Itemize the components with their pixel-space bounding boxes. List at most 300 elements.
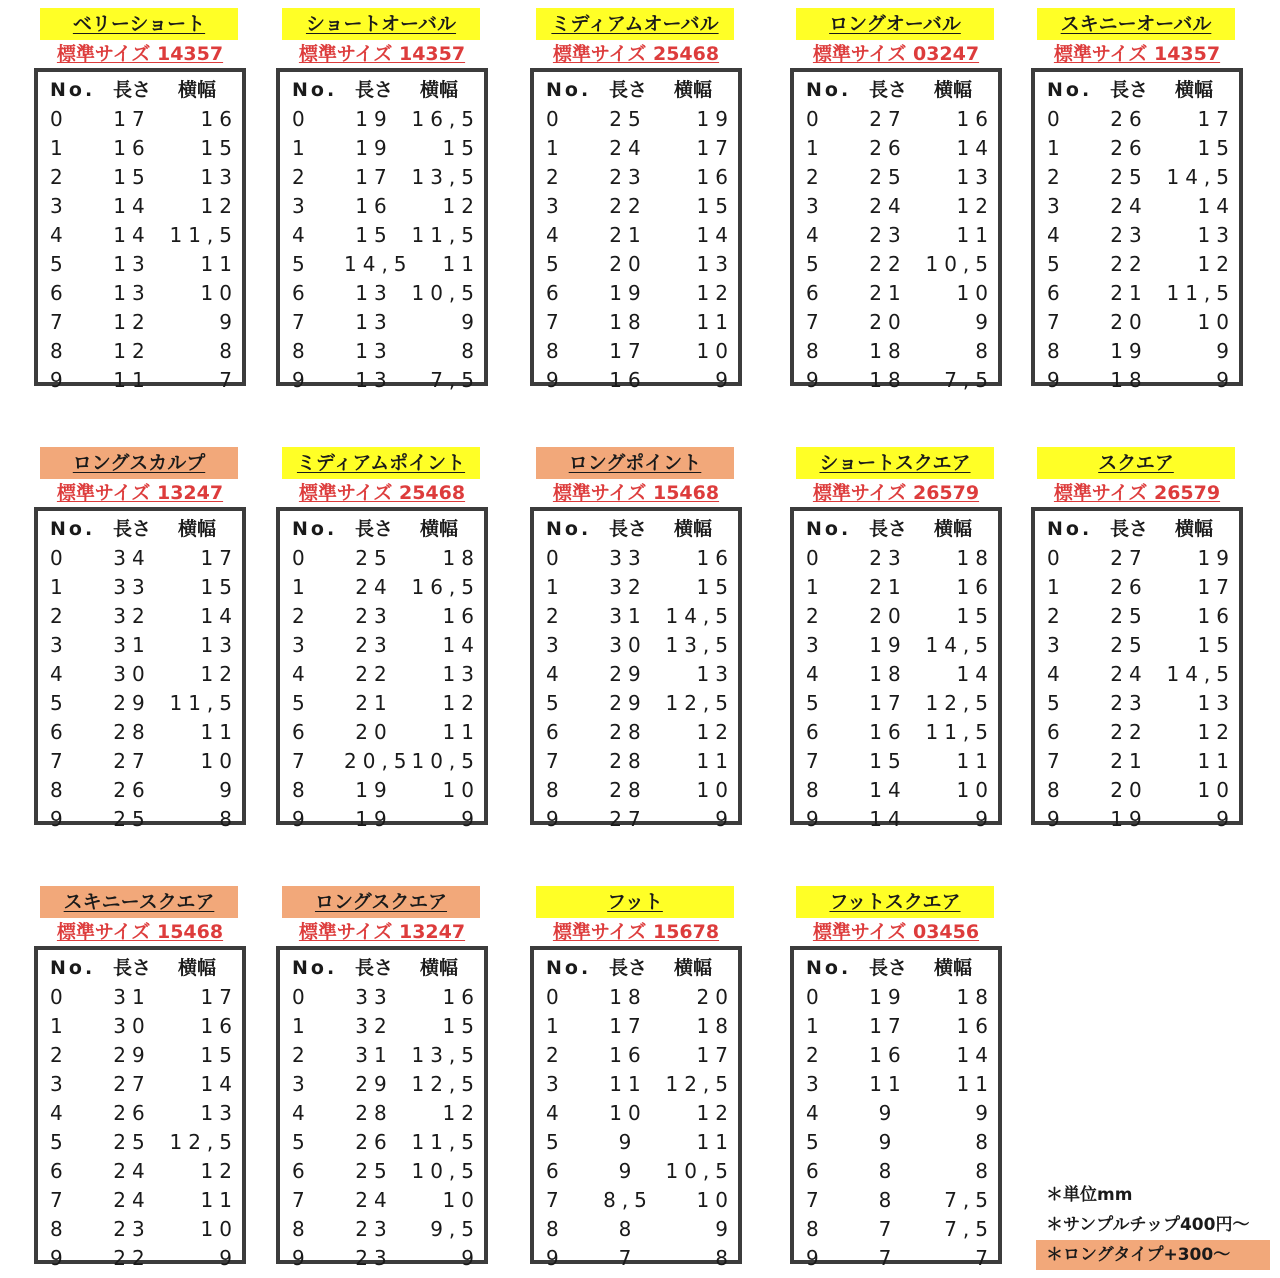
header-length: 長さ — [868, 518, 907, 540]
cell-width: 10 — [696, 1188, 734, 1212]
cell-width: 15 — [956, 604, 994, 628]
header-no: No. — [1047, 79, 1093, 101]
cell-width: 10,5 — [411, 749, 480, 773]
header-width: 横幅 — [673, 518, 712, 540]
table-row — [546, 366, 734, 395]
cell-width: 7,5 — [944, 368, 994, 392]
cell-no: 1 — [50, 1014, 63, 1038]
table-row — [292, 747, 480, 776]
cell-no: 1 — [546, 1014, 559, 1038]
cell-width: 10,5 — [665, 1159, 734, 1183]
standard-size: 標準サイズ 15468 — [552, 482, 720, 504]
table-row — [50, 366, 238, 395]
table-row — [1047, 631, 1235, 660]
cell-length: 8 — [618, 1217, 638, 1241]
table-row — [806, 308, 994, 337]
cell-no: 1 — [806, 575, 819, 599]
header-length: 長さ — [868, 79, 907, 101]
cell-length: 15 — [869, 749, 907, 773]
table-title: スキニーオーバル — [1037, 8, 1235, 40]
cell-length: 26 — [113, 778, 151, 802]
table-row — [292, 134, 480, 163]
cell-width: 9,5 — [430, 1217, 480, 1241]
cell-no: 6 — [50, 281, 63, 305]
table-title: ロングオーバル — [796, 8, 994, 40]
cell-no: 5 — [50, 1130, 63, 1154]
cell-length: 29 — [355, 1072, 393, 1096]
table-row — [292, 308, 480, 337]
cell-length: 30 — [609, 633, 647, 657]
cell-length: 18 — [869, 368, 907, 392]
cell-length: 19 — [355, 778, 393, 802]
table-row — [546, 544, 734, 573]
table-title: フットスクエア — [796, 886, 994, 918]
cell-no: 4 — [50, 662, 63, 686]
cell-no: 6 — [806, 720, 819, 744]
cell-length: 24 — [113, 1159, 151, 1183]
cell-length: 25 — [1110, 165, 1148, 189]
table-header-row — [546, 76, 728, 105]
table-header-row — [50, 954, 232, 983]
size-table-card — [1031, 8, 1243, 392]
cell-width: 11,5 — [1166, 281, 1235, 305]
cell-no: 2 — [806, 604, 819, 628]
cell-length: 28 — [609, 749, 647, 773]
cell-length: 24 — [609, 136, 647, 160]
cell-length: 10 — [609, 1101, 647, 1125]
cell-no: 6 — [546, 1159, 559, 1183]
cell-no: 1 — [50, 575, 63, 599]
cell-no: 7 — [292, 310, 305, 334]
cell-length: 23 — [355, 633, 393, 657]
cell-length: 28 — [609, 778, 647, 802]
cell-length: 14 — [113, 223, 151, 247]
cell-length: 31 — [113, 633, 151, 657]
size-table-card — [276, 8, 488, 392]
cell-width: 11 — [1197, 749, 1235, 773]
cell-no: 8 — [546, 778, 559, 802]
cell-no: 3 — [50, 633, 63, 657]
table-title: スクエア — [1037, 447, 1235, 479]
cell-no: 8 — [1047, 778, 1060, 802]
cell-width: 11,5 — [411, 1130, 480, 1154]
cell-no: 2 — [1047, 165, 1060, 189]
cell-width: 17 — [1197, 575, 1235, 599]
cell-length: 19 — [1110, 339, 1148, 363]
header-no: No. — [806, 518, 852, 540]
cell-no: 0 — [546, 985, 559, 1009]
standard-size: 標準サイズ 15468 — [56, 921, 224, 943]
table-row — [1047, 279, 1235, 308]
header-no: No. — [292, 957, 338, 979]
cell-length: 29 — [609, 691, 647, 715]
header-length: 長さ — [608, 518, 647, 540]
table-row — [806, 805, 994, 834]
table-row — [50, 134, 238, 163]
table-row — [806, 134, 994, 163]
cell-width: 14,5 — [665, 604, 734, 628]
table-row — [806, 1244, 994, 1273]
cell-length: 23 — [1110, 223, 1148, 247]
cell-no: 9 — [50, 807, 63, 831]
cell-width: 18 — [956, 546, 994, 570]
cell-width: 9 — [975, 310, 994, 334]
cell-width: 18 — [956, 985, 994, 1009]
cell-length: 21 — [869, 281, 907, 305]
cell-no: 2 — [292, 604, 305, 628]
cell-no: 8 — [50, 339, 63, 363]
table-row — [50, 1041, 238, 1070]
cell-no: 3 — [50, 1072, 63, 1096]
cell-no: 8 — [806, 339, 819, 363]
table-row — [806, 163, 994, 192]
cell-width: 11 — [200, 252, 238, 276]
standard-size: 標準サイズ 25468 — [298, 482, 466, 504]
cell-no: 0 — [50, 107, 63, 131]
cell-width: 17 — [200, 546, 238, 570]
cell-width: 12 — [1197, 720, 1235, 744]
cell-no: 9 — [806, 1246, 819, 1270]
cell-length: 19 — [355, 807, 393, 831]
table-title: ショートオーバル — [282, 8, 480, 40]
cell-no: 6 — [292, 1159, 305, 1183]
header-length: 長さ — [112, 957, 151, 979]
cell-width: 16 — [200, 1014, 238, 1038]
cell-length: 22 — [1110, 252, 1148, 276]
table-header-row — [50, 76, 232, 105]
table-row — [806, 631, 994, 660]
cell-width: 9 — [219, 1246, 238, 1270]
table-row — [806, 1186, 994, 1215]
cell-width: 12 — [200, 1159, 238, 1183]
cell-width: 14 — [200, 604, 238, 628]
cell-width: 19 — [1197, 546, 1235, 570]
table-row — [292, 660, 480, 689]
header-width: 横幅 — [177, 957, 216, 979]
table-title: ロングスクエア — [282, 886, 480, 918]
header-length: 長さ — [112, 79, 151, 101]
header-width: 横幅 — [933, 79, 972, 101]
table-row — [806, 660, 994, 689]
cell-width: 16,5 — [411, 575, 480, 599]
cell-width: 15 — [1197, 136, 1235, 160]
cell-length: 14 — [869, 807, 907, 831]
table-title: ミディアムポイント — [282, 447, 480, 479]
table-row — [806, 1215, 994, 1244]
cell-length: 26 — [1110, 107, 1148, 131]
cell-width: 11 — [696, 1130, 734, 1154]
table-header-row — [292, 76, 474, 105]
cell-width: 11,5 — [411, 223, 480, 247]
size-table — [34, 507, 246, 831]
cell-width: 14 — [956, 1043, 994, 1067]
header-no: No. — [50, 79, 96, 101]
cell-width: 10 — [200, 749, 238, 773]
standard-size: 標準サイズ 26579 — [812, 482, 980, 504]
table-row — [292, 805, 480, 834]
cell-length: 20 — [609, 252, 647, 276]
size-table-card — [790, 886, 1002, 1270]
cell-length: 23 — [869, 546, 907, 570]
cell-no: 9 — [806, 368, 819, 392]
header-width: 横幅 — [419, 957, 458, 979]
standard-size: 標準サイズ 26579 — [1053, 482, 1221, 504]
size-table-card — [276, 447, 488, 831]
cell-no: 6 — [546, 720, 559, 744]
table-row — [292, 221, 480, 250]
table-row — [806, 1099, 994, 1128]
cell-length: 22 — [1110, 720, 1148, 744]
cell-no: 6 — [806, 281, 819, 305]
table-row — [806, 279, 994, 308]
cell-width: 13 — [200, 165, 238, 189]
table-row — [292, 1215, 480, 1244]
table-row — [546, 163, 734, 192]
table-title: ロングポイント — [536, 447, 734, 479]
cell-length: 8,5 — [603, 1188, 653, 1212]
cell-width: 9 — [715, 1217, 734, 1241]
table-row — [546, 308, 734, 337]
cell-width: 10 — [442, 778, 480, 802]
table-title: ロングスカルプ — [40, 447, 238, 479]
table-title: ベリーショート — [40, 8, 238, 40]
cell-no: 9 — [50, 368, 63, 392]
cell-length: 16 — [869, 720, 907, 744]
cell-length: 27 — [113, 749, 151, 773]
cell-width: 9 — [975, 807, 994, 831]
table-row — [50, 544, 238, 573]
cell-length: 24 — [113, 1188, 151, 1212]
table-row — [546, 1215, 734, 1244]
table-row — [292, 573, 480, 602]
cell-length: 27 — [869, 107, 907, 131]
cell-length: 28 — [355, 1101, 393, 1125]
table-header-row — [546, 515, 728, 544]
table-header-row — [806, 515, 988, 544]
cell-no: 8 — [806, 778, 819, 802]
cell-length: 21 — [869, 575, 907, 599]
cell-width: 15 — [1197, 633, 1235, 657]
cell-width: 14,5 — [1166, 165, 1235, 189]
table-row — [292, 337, 480, 366]
table-row — [546, 718, 734, 747]
table-row — [1047, 747, 1235, 776]
cell-no: 0 — [50, 985, 63, 1009]
cell-no: 3 — [50, 194, 63, 218]
table-row — [50, 1128, 238, 1157]
cell-no: 2 — [50, 604, 63, 628]
table-row — [546, 602, 734, 631]
cell-length: 16 — [609, 368, 647, 392]
cell-length: 18 — [609, 310, 647, 334]
cell-width: 15 — [442, 136, 480, 160]
cell-width: 20 — [696, 985, 734, 1009]
table-row — [546, 250, 734, 279]
cell-no: 2 — [546, 1043, 559, 1067]
cell-width: 13 — [200, 633, 238, 657]
table-row — [292, 983, 480, 1012]
cell-length: 23 — [869, 223, 907, 247]
note-sample-price: ＊サンプルチップ400円〜 — [1046, 1215, 1250, 1235]
cell-width: 10 — [200, 1217, 238, 1241]
cell-width: 12 — [696, 1101, 734, 1125]
cell-length: 20 — [869, 310, 907, 334]
table-header-row — [806, 76, 988, 105]
table-header-row — [292, 954, 474, 983]
cell-width: 12,5 — [925, 691, 994, 715]
table-row — [292, 279, 480, 308]
cell-no: 6 — [50, 1159, 63, 1183]
cell-no: 7 — [292, 1188, 305, 1212]
cell-no: 4 — [546, 223, 559, 247]
cell-no: 0 — [806, 107, 819, 131]
cell-no: 2 — [50, 1043, 63, 1067]
table-row — [1047, 221, 1235, 250]
cell-width: 15 — [200, 575, 238, 599]
size-table — [1031, 68, 1243, 392]
cell-length: 17 — [869, 1014, 907, 1038]
cell-width: 12 — [956, 194, 994, 218]
table-row — [292, 1099, 480, 1128]
cell-no: 4 — [50, 223, 63, 247]
cell-width: 13,5 — [411, 165, 480, 189]
cell-length: 17 — [113, 107, 151, 131]
cell-no: 6 — [292, 281, 305, 305]
table-header-row — [546, 954, 728, 983]
size-table — [34, 68, 246, 392]
cell-width: 16 — [956, 107, 994, 131]
table-row — [292, 544, 480, 573]
cell-no: 0 — [806, 985, 819, 1009]
cell-length: 8 — [878, 1159, 898, 1183]
cell-no: 9 — [1047, 368, 1060, 392]
cell-width: 13,5 — [411, 1043, 480, 1067]
header-no: No. — [806, 957, 852, 979]
cell-length: 21 — [355, 691, 393, 715]
table-row — [50, 1157, 238, 1186]
cell-width: 9 — [1216, 807, 1235, 831]
cell-width: 16 — [956, 575, 994, 599]
header-width: 横幅 — [177, 518, 216, 540]
cell-length: 25 — [1110, 633, 1148, 657]
cell-width: 16 — [956, 1014, 994, 1038]
cell-width: 7,5 — [944, 1217, 994, 1241]
cell-width: 18 — [442, 546, 480, 570]
cell-length: 17 — [355, 165, 393, 189]
cell-width: 9 — [461, 1246, 480, 1270]
table-row — [1047, 602, 1235, 631]
cell-width: 15 — [696, 575, 734, 599]
cell-no: 6 — [1047, 720, 1060, 744]
table-row — [292, 1128, 480, 1157]
cell-no: 2 — [546, 165, 559, 189]
cell-width: 16 — [696, 165, 734, 189]
cell-no: 4 — [1047, 223, 1060, 247]
cell-width: 14 — [696, 223, 734, 247]
cell-length: 25 — [113, 1130, 151, 1154]
cell-width: 10 — [696, 778, 734, 802]
size-table — [790, 68, 1002, 392]
cell-width: 8 — [219, 339, 238, 363]
cell-length: 28 — [609, 720, 647, 744]
cell-width: 12 — [442, 1101, 480, 1125]
cell-length: 30 — [113, 662, 151, 686]
standard-size: 標準サイズ 03247 — [812, 43, 980, 65]
cell-no: 1 — [546, 136, 559, 160]
cell-no: 4 — [292, 662, 305, 686]
cell-length: 13 — [355, 368, 393, 392]
cell-width: 13 — [696, 252, 734, 276]
cell-length: 16 — [113, 136, 151, 160]
header-no: No. — [806, 79, 852, 101]
cell-length: 23 — [609, 165, 647, 189]
cell-no: 4 — [50, 1101, 63, 1125]
cell-no: 9 — [50, 1246, 63, 1270]
cell-width: 10,5 — [411, 1159, 480, 1183]
table-row — [546, 776, 734, 805]
table-row — [292, 366, 480, 395]
cell-no: 4 — [1047, 662, 1060, 686]
cell-no: 6 — [50, 720, 63, 744]
cell-width: 11 — [200, 1188, 238, 1212]
standard-size: 標準サイズ 14357 — [1053, 43, 1221, 65]
cell-width: 17 — [200, 985, 238, 1009]
cell-width: 8 — [975, 1130, 994, 1154]
cell-no: 5 — [806, 691, 819, 715]
header-no: No. — [546, 79, 592, 101]
table-row — [50, 105, 238, 134]
cell-no: 4 — [806, 662, 819, 686]
table-row — [1047, 366, 1235, 395]
table-row — [806, 776, 994, 805]
cell-no: 1 — [1047, 136, 1060, 160]
cell-width: 15 — [200, 1043, 238, 1067]
cell-width: 9 — [461, 310, 480, 334]
cell-no: 1 — [50, 136, 63, 160]
table-row — [546, 279, 734, 308]
cell-width: 14 — [200, 1072, 238, 1096]
cell-length: 22 — [113, 1246, 151, 1270]
cell-width: 13 — [200, 1101, 238, 1125]
cell-no: 6 — [806, 1159, 819, 1183]
cell-no: 8 — [546, 339, 559, 363]
cell-length: 11 — [609, 1072, 647, 1096]
cell-length: 14 — [869, 778, 907, 802]
cell-length: 8 — [878, 1188, 898, 1212]
table-row — [1047, 192, 1235, 221]
cell-width: 19 — [696, 107, 734, 131]
cell-no: 3 — [806, 194, 819, 218]
cell-length: 25 — [355, 1159, 393, 1183]
cell-width: 16 — [696, 546, 734, 570]
cell-length: 34 — [113, 546, 151, 570]
cell-length: 29 — [609, 662, 647, 686]
table-row — [1047, 308, 1235, 337]
cell-width: 9 — [219, 778, 238, 802]
cell-length: 28 — [113, 720, 151, 744]
cell-width: 9 — [219, 310, 238, 334]
table-row — [546, 1157, 734, 1186]
cell-length: 23 — [355, 1217, 393, 1241]
cell-length: 11 — [869, 1072, 907, 1096]
cell-width: 11 — [696, 749, 734, 773]
cell-width: 9 — [461, 807, 480, 831]
cell-length: 25 — [113, 807, 151, 831]
cell-no: 2 — [1047, 604, 1060, 628]
cell-no: 7 — [1047, 749, 1060, 773]
cell-length: 21 — [1110, 749, 1148, 773]
cell-width: 12 — [200, 662, 238, 686]
